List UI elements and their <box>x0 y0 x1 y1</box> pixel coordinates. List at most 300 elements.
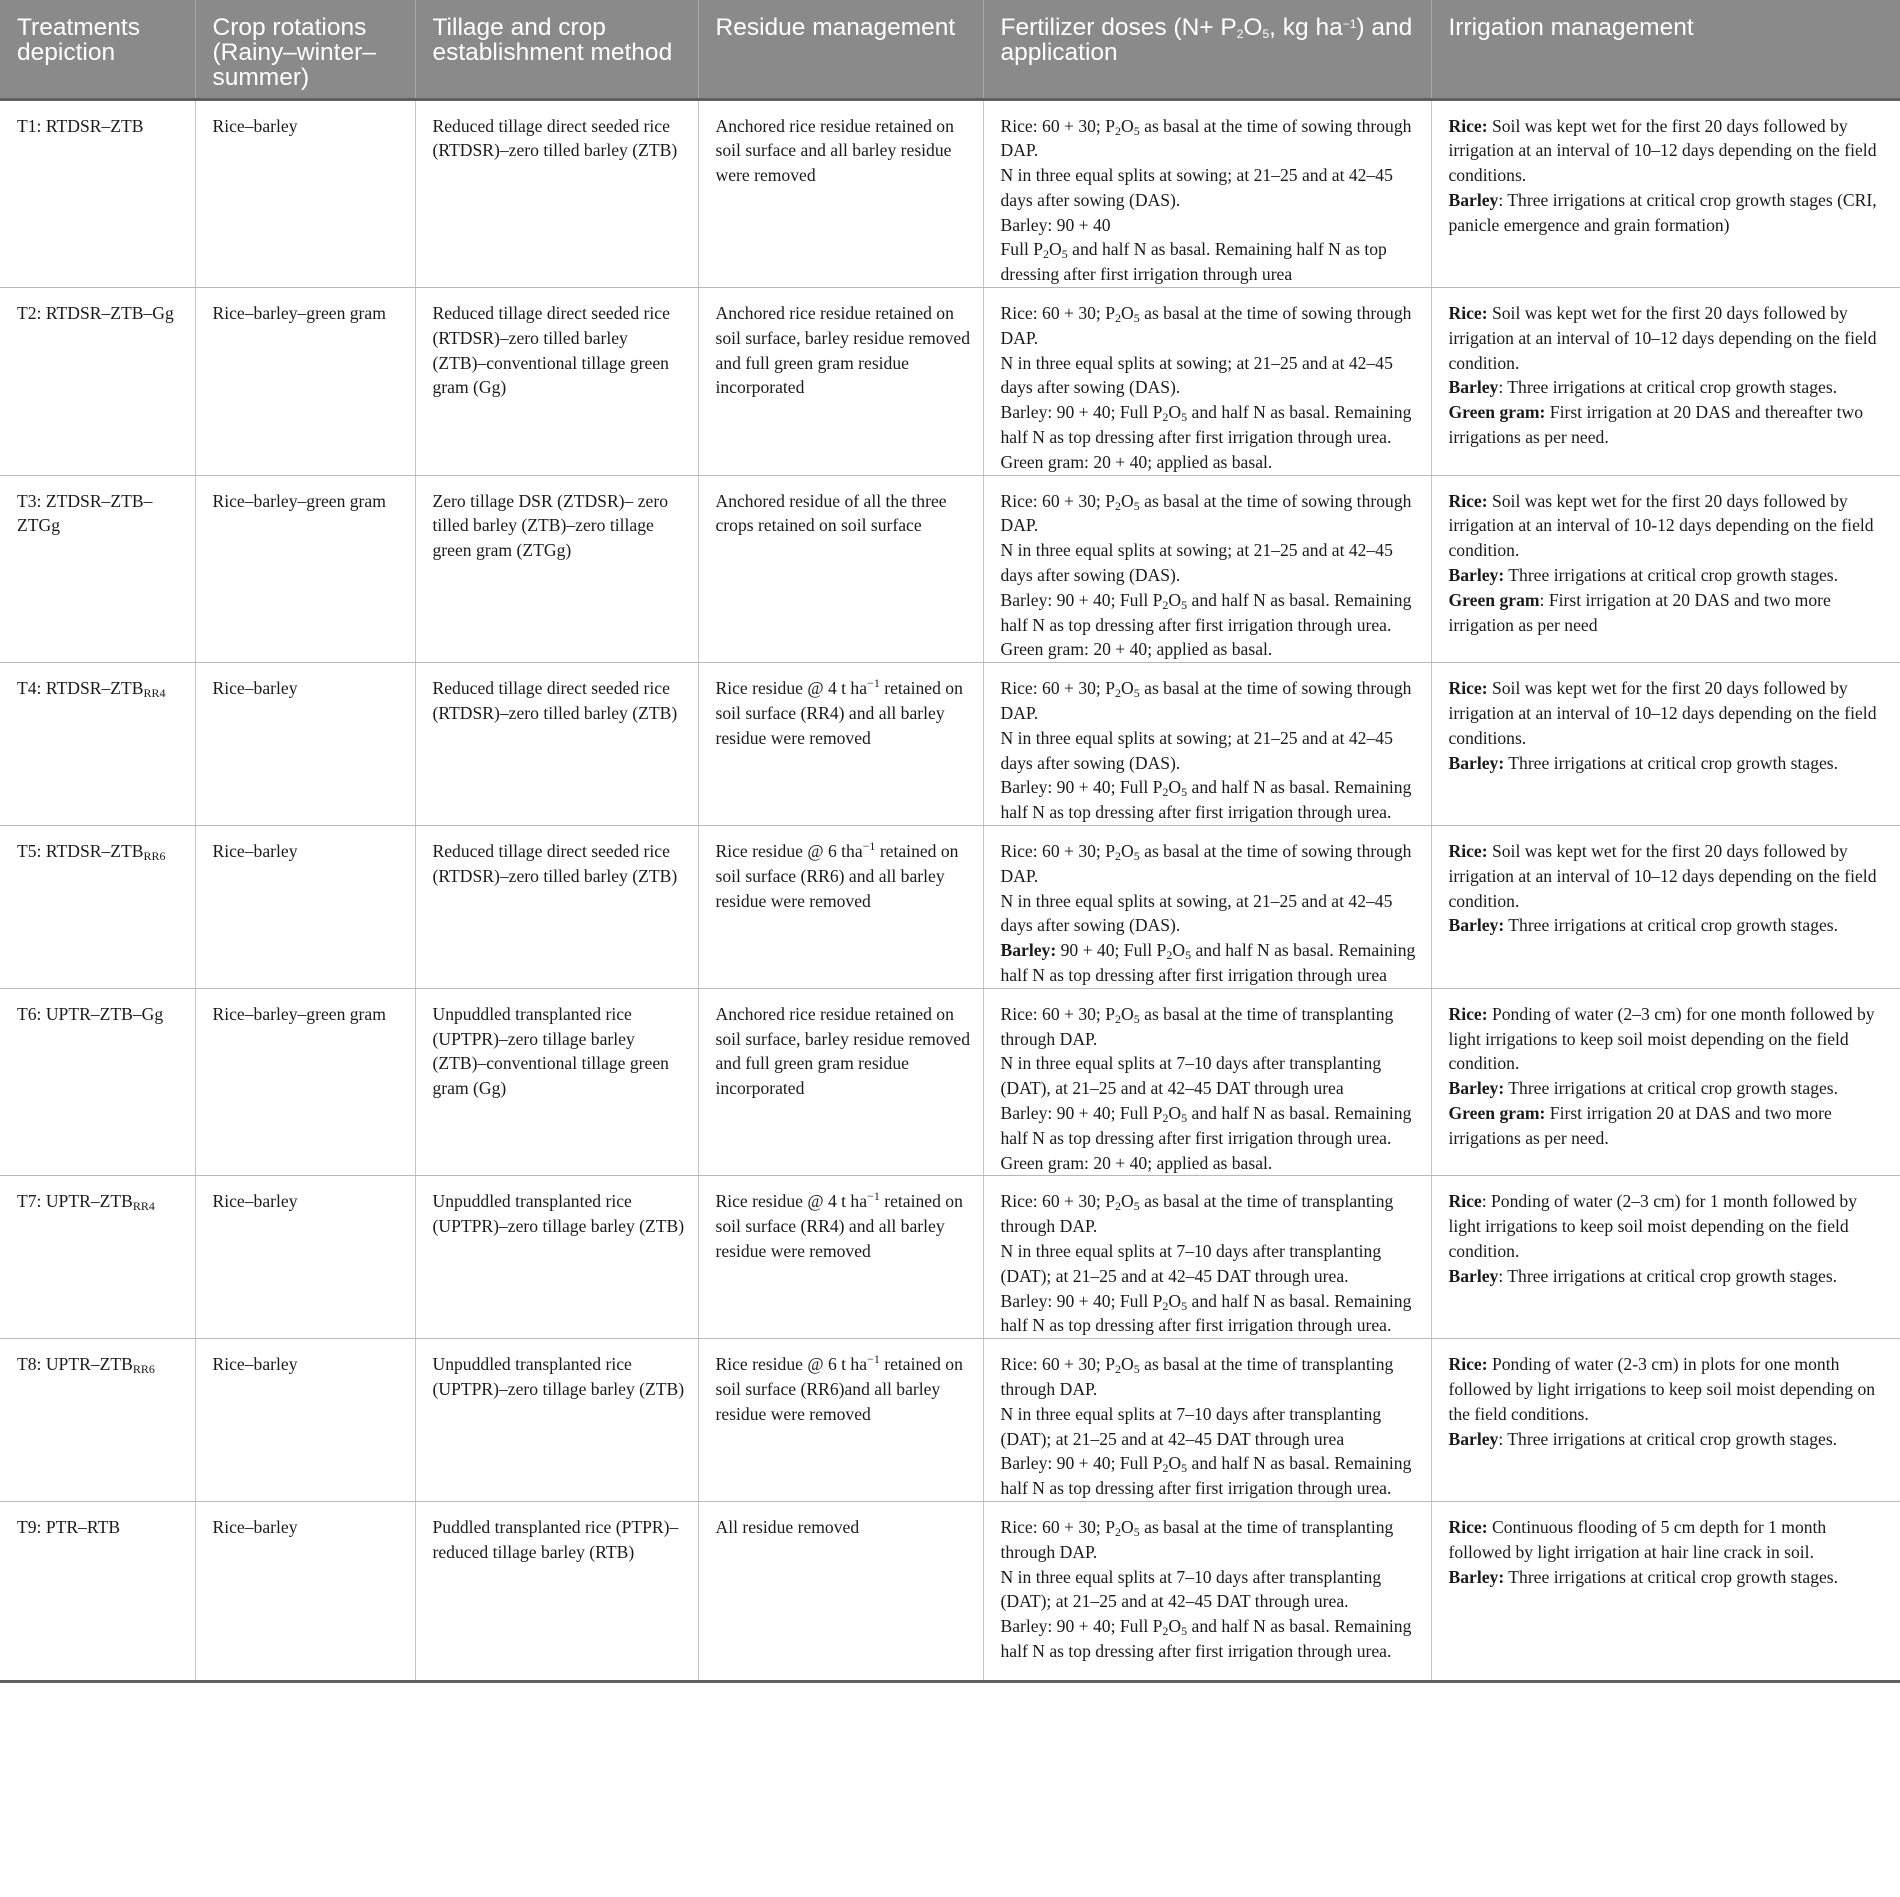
subscript-text: 2 <box>1115 686 1122 701</box>
text-run: Reduced tillage direct seeded rice (RTDSR)–zero tilled barley (ZTB)–conventional tillage green gram (Gg) <box>432 303 670 398</box>
bold-label: Green gram <box>1448 589 1540 610</box>
bold-label: Rice: <box>1448 678 1488 699</box>
text-run: as basal at the time of sowing through DAP. <box>1000 841 1412 886</box>
text-run: retained on soil surface (RR4) and all barley residue were removed <box>715 678 963 748</box>
cell-line <box>1449 751 1889 776</box>
subscript-text: 2 <box>1162 410 1169 425</box>
cell-line <box>716 1189 971 1263</box>
cell-line <box>1449 676 1889 750</box>
cell-line <box>1001 163 1419 213</box>
text-run: Rice–barley–green gram <box>212 490 386 511</box>
bold-label: Barley: <box>1448 752 1505 773</box>
cell-line <box>17 676 183 701</box>
cell-residue <box>698 826 983 989</box>
text-run: : Ponding of water (2–3 cm) for 1 month followed by light irrigations to keep soil moist depending on the field condition. <box>1448 1191 1857 1261</box>
cell-line <box>716 1002 971 1101</box>
cell-tillage <box>415 826 698 989</box>
text-run: as basal at the time of sowing through DAP. <box>1000 490 1412 536</box>
subscript-text: 5 <box>1133 1199 1140 1214</box>
table-header <box>0 0 1900 99</box>
text-run: as basal at the time of transplanting through DAP. <box>1000 1516 1394 1562</box>
cell-fertilizer <box>983 663 1431 826</box>
cell-line <box>1001 775 1419 825</box>
cell-line <box>1001 1051 1419 1101</box>
text-run: Three irrigations at critical crop growth stages. <box>1504 565 1839 586</box>
cell-treatment <box>0 988 195 1176</box>
text-run: as basal at the time of sowing through DAP. <box>1000 303 1412 348</box>
subscript-text: 5 <box>1262 27 1270 41</box>
cell-residue <box>698 1501 983 1681</box>
text-run: and half N as basal. Remaining half N as top dressing after first irrigation through urea. <box>1000 1453 1412 1499</box>
table-row-t4 <box>0 663 1900 826</box>
cell-line <box>433 1352 686 1402</box>
text-run: Three irrigations at critical crop growth stages. <box>1504 1078 1839 1099</box>
cell-line <box>1001 1402 1419 1452</box>
text-run: Unpuddled transplanted rice (UPTPR)–zero tillage barley (ZTB) <box>432 1354 685 1399</box>
superscript-text: −1 <box>867 1352 880 1367</box>
cell-residue <box>698 475 983 663</box>
cell-treatment <box>0 1339 195 1502</box>
text-run: Reduced tillage direct seeded rice (RTDSR)–zero tilled barley (ZTB) <box>432 115 678 161</box>
text-run: O <box>1168 1453 1182 1474</box>
cell-tillage <box>415 475 698 663</box>
cell-line <box>433 1189 686 1239</box>
text-run: O <box>1121 841 1134 862</box>
cell-tillage <box>415 1501 698 1681</box>
text-run: Rice–barley <box>212 841 298 862</box>
text-run: O <box>1121 678 1134 699</box>
text-run: O <box>1168 777 1182 798</box>
text-run: Full P <box>1000 239 1044 260</box>
header-row <box>0 0 1900 99</box>
cell-irrigation <box>1431 826 1900 989</box>
text-run: N in three equal splits at 7–10 days after transplanting (DAT); at 21–25 and at 42–45 DAT through urea <box>1000 1403 1382 1449</box>
text-run: Three irrigations at critical crop growth stages. <box>1504 1566 1839 1587</box>
subscript-text: RR6 <box>132 1362 155 1377</box>
cell-line <box>1001 839 1419 889</box>
text-run: as basal at the time of sowing through DAP. <box>1000 115 1412 161</box>
cell-line <box>1449 188 1889 238</box>
text-run: N in three equal splits at 7–10 days after transplanting (DAT), at 21–25 and at 42–45 DAT through urea <box>1000 1053 1382 1099</box>
text-run: Soil was kept wet for the first 20 days followed by irrigation at an interval of 10–12 days depending on the field conditions. <box>1448 115 1877 186</box>
subscript-text: 5 <box>1133 849 1140 864</box>
text-run: Rice: 60 + 30; P <box>1000 678 1116 699</box>
text-run: as basal at the time of transplanting through DAP. <box>1000 1003 1394 1049</box>
cell-tillage <box>415 1176 698 1339</box>
cell-line <box>17 1002 183 1027</box>
text-run: and half N as basal. Remaining half N as top dressing after first irrigation through urea <box>1000 940 1416 985</box>
bold-label: Rice: <box>1448 490 1488 511</box>
cell-line <box>1449 1352 1889 1426</box>
cell-line <box>433 489 686 563</box>
text-run: Soil was kept wet for the first 20 days followed by irrigation at an interval of 10–12 days depending on the field condition. <box>1448 841 1877 911</box>
subscript-text: 5 <box>1185 948 1192 963</box>
text-run: retained on soil surface (RR6)and all barley residue were removed <box>715 1354 963 1424</box>
text-run: Green gram: 20 + 40; applied as basal. <box>1000 1152 1273 1173</box>
text-run: Three irrigations at critical crop growth stages. <box>1504 915 1839 936</box>
cell-line <box>716 676 971 750</box>
cell-rotation <box>195 1339 415 1502</box>
text-run: Fertilizer doses (N+ P <box>1000 14 1237 41</box>
bold-label: Green gram: <box>1448 402 1546 423</box>
cell-irrigation <box>1431 1501 1900 1681</box>
text-run: N in three equal splits at 7–10 days after transplanting (DAT); at 21–25 and at 42–45 DAT through urea. <box>1000 1566 1382 1612</box>
text-run: Unpuddled transplanted rice (UPTPR)–zero tillage barley (ZTB)–conventional tillage green gram (Gg) <box>432 1003 669 1099</box>
cell-rotation <box>195 475 415 663</box>
cell-treatment <box>0 99 195 288</box>
cell-fertilizer <box>983 99 1431 288</box>
cell-line <box>1449 1565 1889 1590</box>
table-row-t5 <box>0 826 1900 989</box>
cell-line <box>17 839 183 864</box>
cell-fertilizer <box>983 988 1431 1176</box>
text-run: Three irrigations at critical crop growth stages. <box>1504 752 1839 773</box>
cell-residue <box>698 288 983 476</box>
text-run: : Three irrigations at critical crop growth stages (CRI, panicle emergence and grain formation) <box>1448 189 1877 235</box>
cell-line <box>1449 114 1889 188</box>
bold-label: Barley: <box>1448 1078 1505 1099</box>
text-run: Rice: 60 + 30; P <box>1000 490 1116 511</box>
cell-line <box>1449 588 1889 638</box>
subscript-text: 5 <box>1133 1362 1140 1377</box>
subscript-text: RR4 <box>143 686 166 701</box>
column-header-fertilizer <box>983 0 1431 99</box>
subscript-text: 5 <box>1181 410 1188 425</box>
subscript-text: 2 <box>1115 849 1122 864</box>
text-run: Rice residue @ 6 tha <box>715 841 863 862</box>
text-run: Residue management <box>715 14 956 41</box>
text-run: T8: UPTR–ZTB <box>17 1354 133 1375</box>
text-run: Rice: 60 + 30; P <box>1000 303 1116 324</box>
cell-line <box>1449 1076 1889 1101</box>
text-run: O <box>1121 303 1134 324</box>
subscript-text: 2 <box>1162 597 1169 612</box>
cell-line <box>213 489 403 514</box>
text-run: O <box>1121 1354 1134 1375</box>
cell-line <box>1001 114 1419 164</box>
text-run: as basal at the time of transplanting through DAP. <box>1000 1354 1394 1399</box>
text-run: Soil was kept wet for the first 20 days followed by irrigation at an interval of 10–12 days depending on the field conditions. <box>1448 678 1877 748</box>
cell-line <box>1001 213 1419 238</box>
cell-line <box>213 839 403 864</box>
cell-line <box>716 1515 971 1540</box>
text-run: T9: PTR–RTB <box>17 1516 121 1537</box>
cell-line <box>1001 351 1419 401</box>
superscript-text: −1 <box>1342 17 1357 31</box>
cell-line <box>1001 1289 1419 1339</box>
text-run: and half N as basal. Remaining half N as top dressing after first irrigation through urea. <box>1000 1290 1412 1336</box>
cell-line <box>17 1515 183 1540</box>
cell-line <box>1449 913 1889 938</box>
subscript-text: 2 <box>1166 948 1173 963</box>
text-run: O <box>1243 14 1263 41</box>
cell-line <box>213 1189 403 1214</box>
cell-line <box>433 676 686 726</box>
cell-line <box>1001 1002 1419 1052</box>
text-run: Rice: 60 + 30; P <box>1000 1191 1116 1212</box>
cell-line <box>1449 1101 1889 1151</box>
text-run: O <box>1168 402 1182 423</box>
cell-line <box>1449 489 1889 563</box>
text-run: ) and application <box>1000 14 1413 66</box>
bold-label: Green gram: <box>1448 1102 1546 1123</box>
cell-tillage <box>415 1339 698 1502</box>
text-run: Rice: 60 + 30; P <box>1000 1516 1116 1537</box>
subscript-text: 5 <box>1181 1624 1188 1639</box>
text-run: retained on soil surface (RR4) and all barley residue were removed <box>715 1191 963 1261</box>
subscript-text: 5 <box>1181 785 1188 800</box>
text-run: Rice–barley–green gram <box>212 1003 386 1024</box>
cell-irrigation <box>1431 288 1900 476</box>
text-run: Rice residue @ 4 t ha <box>715 1191 868 1212</box>
cell-line <box>213 1002 403 1027</box>
cell-line <box>1001 538 1419 588</box>
text-run: T2: RTDSR–ZTB–Gg <box>17 303 174 324</box>
cell-treatment <box>0 475 195 663</box>
cell-line <box>716 301 971 400</box>
subscript-text: RR4 <box>132 1199 155 1214</box>
bold-label: Barley: <box>1448 1566 1505 1587</box>
bold-label: Barley: <box>1000 940 1057 961</box>
text-run: T3: ZTDSR–ZTB–ZTGg <box>17 490 153 536</box>
text-run: and half N as basal. Remaining half N as top dressing after first irrigation through urea. <box>1000 1102 1412 1148</box>
text-run: T4: RTDSR–ZTB <box>17 678 144 699</box>
text-run: Soil was kept wet for the first 20 days followed by irrigation at an interval of 10–12 days depending on the field condition. <box>1448 303 1877 373</box>
cell-tillage <box>415 288 698 476</box>
text-run: O <box>1168 1290 1182 1311</box>
cell-irrigation <box>1431 1339 1900 1502</box>
subscript-text: 2 <box>1162 785 1169 800</box>
subscript-text: 2 <box>1115 123 1122 138</box>
cell-rotation <box>195 988 415 1176</box>
bold-label: Rice: <box>1448 1003 1488 1024</box>
cell-line <box>213 676 403 701</box>
bold-label: Barley <box>1448 189 1499 210</box>
cell-line <box>1449 375 1889 400</box>
text-run: Anchored residue of all the three crops retained on soil surface <box>715 490 947 536</box>
text-run: Barley: 90 + 40; Full P <box>1000 1616 1163 1637</box>
subscript-text: 2 <box>1236 27 1244 41</box>
cell-line <box>1001 1189 1419 1239</box>
text-run: N in three equal splits at 7–10 days after transplanting (DAT); at 21–25 and at 42–45 DAT through urea. <box>1000 1240 1382 1286</box>
cell-line <box>1001 889 1419 939</box>
text-run: Zero tillage DSR (ZTDSR)– zero tilled barley (ZTB)–zero tillage green gram (ZTGg) <box>432 490 669 561</box>
cell-tillage <box>415 663 698 826</box>
cell-irrigation <box>1431 988 1900 1176</box>
cell-line <box>1001 1451 1419 1501</box>
text-run: N in three equal splits at sowing, at 21–25 and at 42–45 days after sowing (DAS). <box>1000 890 1393 936</box>
text-run: Green gram: 20 + 40; applied as basal. <box>1000 639 1273 660</box>
subscript-text: 5 <box>1133 686 1140 701</box>
text-run: Rice residue @ 6 t ha <box>715 1354 868 1375</box>
cell-line <box>1001 726 1419 776</box>
cell-irrigation <box>1431 475 1900 663</box>
text-run: Rice–barley <box>212 1516 298 1537</box>
text-run: O <box>1121 1516 1134 1537</box>
cell-line <box>1449 1002 1889 1076</box>
cell-line <box>1449 301 1889 375</box>
text-run: T6: UPTR–ZTB–Gg <box>17 1003 164 1024</box>
table-row-t8 <box>0 1339 1900 1502</box>
cell-fertilizer <box>983 475 1431 663</box>
text-run: Irrigation management <box>1448 14 1694 41</box>
cell-line <box>433 839 686 889</box>
text-run: O <box>1121 115 1134 136</box>
text-run: O <box>1049 239 1062 260</box>
cell-line <box>433 301 686 400</box>
subscript-text: 5 <box>1133 1524 1140 1539</box>
cell-line <box>1001 1239 1419 1289</box>
cell-treatment <box>0 1501 195 1681</box>
text-run: O <box>1168 589 1182 610</box>
cell-fertilizer <box>983 1176 1431 1339</box>
cell-line <box>17 114 183 139</box>
subscript-text: 5 <box>1181 1461 1188 1476</box>
text-run: Crop rotations (Rainy–winter–summer) <box>212 14 376 91</box>
text-run: N in three equal splits at sowing; at 21–25 and at 42–45 days after sowing (DAS). <box>1000 540 1393 586</box>
cell-irrigation <box>1431 99 1900 288</box>
cell-residue <box>698 988 983 1176</box>
cell-line <box>17 1189 183 1214</box>
subscript-text: 2 <box>1162 1298 1169 1313</box>
text-run: 90 + 40; Full P <box>1056 940 1167 961</box>
cell-line <box>1001 489 1419 539</box>
cell-fertilizer <box>983 1501 1431 1681</box>
cell-line <box>716 114 971 188</box>
cell-line <box>17 301 183 326</box>
text-run: Rice–barley <box>212 1191 298 1212</box>
bold-label: Rice: <box>1448 841 1488 862</box>
text-run: First irrigation 20 at DAS and two more irrigations as per need. <box>1448 1102 1832 1148</box>
text-run: : Three irrigations at critical crop growth stages. <box>1498 377 1838 398</box>
subscript-text: 2 <box>1115 1524 1122 1539</box>
subscript-text: 5 <box>1181 1298 1188 1313</box>
cell-line <box>1001 588 1419 638</box>
table-row-t3 <box>0 475 1900 663</box>
text-run: Green gram: 20 + 40; applied as basal. <box>1000 451 1273 472</box>
cell-line <box>716 489 971 539</box>
bold-label: Rice: <box>1448 303 1488 324</box>
bold-label: Rice: <box>1448 1516 1488 1537</box>
text-run: O <box>1121 1191 1134 1212</box>
text-run: O <box>1172 940 1186 961</box>
text-run: : Three irrigations at critical crop growth stages. <box>1498 1265 1838 1286</box>
subscript-text: 2 <box>1115 1199 1122 1214</box>
bold-label: Barley: <box>1448 565 1505 586</box>
bold-label: Rice: <box>1448 115 1488 136</box>
cell-fertilizer <box>983 1339 1431 1502</box>
cell-line <box>433 1515 686 1565</box>
text-run: N in three equal splits at sowing; at 21–25 and at 42–45 days after sowing (DAS). <box>1000 165 1393 210</box>
cell-residue <box>698 1339 983 1502</box>
cell-line <box>1001 1614 1419 1664</box>
cell-rotation <box>195 663 415 826</box>
cell-tillage <box>415 99 698 288</box>
subscript-text: 5 <box>1061 247 1068 262</box>
text-run: T7: UPTR–ZTB <box>17 1191 133 1212</box>
text-run: Tillage and crop establishment method <box>432 14 673 66</box>
superscript-text: −1 <box>867 1189 880 1204</box>
subscript-text: 2 <box>1162 1110 1169 1125</box>
column-header-treatment <box>0 0 195 99</box>
table-row-t2 <box>0 288 1900 476</box>
subscript-text: 2 <box>1115 1011 1122 1026</box>
cell-irrigation <box>1431 1176 1900 1339</box>
text-run: and half N as basal. Remaining half N as top dressing after first irrigation through urea. <box>1000 1616 1412 1661</box>
cell-line <box>433 1002 686 1101</box>
subscript-text: 5 <box>1133 1011 1140 1026</box>
text-run: Reduced tillage direct seeded rice (RTDSR)–zero tilled barley (ZTB) <box>432 841 678 886</box>
subscript-text: 5 <box>1181 597 1188 612</box>
subscript-text: 2 <box>1115 1362 1122 1377</box>
text-run: O <box>1168 1102 1182 1123</box>
subscript-text: RR6 <box>143 849 166 864</box>
bold-label: Barley <box>1448 1428 1499 1449</box>
cell-line <box>1449 1515 1889 1565</box>
cell-line <box>213 1515 403 1540</box>
cell-rotation <box>195 99 415 288</box>
bold-label: Barley <box>1448 1265 1499 1286</box>
text-run: Rice: 60 + 30; P <box>1000 841 1116 862</box>
cell-fertilizer <box>983 288 1431 476</box>
text-run: T1: RTDSR–ZTB <box>17 115 144 136</box>
column-header-irrigation <box>1431 0 1900 99</box>
text-run: Barley: 90 + 40; Full P <box>1000 777 1163 798</box>
text-run: , kg ha <box>1269 14 1343 41</box>
cell-fertilizer <box>983 826 1431 989</box>
text-run: Anchored rice residue retained on soil surface and all barley residue were removed <box>715 115 954 186</box>
text-run: Anchored rice residue retained on soil surface, barley residue removed and full green gram residue incorporated <box>715 1003 971 1099</box>
text-run: Ponding of water (2-3 cm) in plots for one month followed by light irrigations to keep soil moist depending on the field conditions. <box>1448 1354 1876 1424</box>
text-run: Continuous flooding of 5 cm depth for 1 month followed by light irrigation at hair line crack in soil. <box>1448 1516 1827 1562</box>
subscript-text: 2 <box>1162 1461 1169 1476</box>
cell-line <box>1001 938 1419 988</box>
cell-line <box>17 489 183 539</box>
text-run: Puddled transplanted rice (PTPR)–reduced tillage barley (RTB) <box>432 1516 679 1562</box>
cell-line <box>1449 563 1889 588</box>
table-row-t1 <box>0 99 1900 288</box>
subscript-text: 2 <box>1115 311 1122 326</box>
text-run: retained on soil surface (RR6) and all barley residue were removed <box>715 841 959 911</box>
text-run: Ponding of water (2–3 cm) for one month followed by light irrigations to keep soil moist depending on the field condition. <box>1448 1003 1875 1074</box>
text-run: Barley: 90 + 40; Full P <box>1000 402 1163 423</box>
text-run: T5: RTDSR–ZTB <box>17 841 144 862</box>
text-run: Rice–barley–green gram <box>212 303 386 324</box>
text-run: O <box>1168 1616 1182 1637</box>
cell-line <box>1001 237 1419 287</box>
cell-tillage <box>415 988 698 1176</box>
superscript-text: −1 <box>862 839 876 854</box>
cell-line <box>433 114 686 164</box>
bold-label: Rice <box>1448 1191 1482 1212</box>
text-run: as basal at the time of transplanting through DAP. <box>1000 1191 1394 1237</box>
table-row-t7 <box>0 1176 1900 1339</box>
cell-treatment <box>0 663 195 826</box>
cell-line <box>1001 1151 1419 1176</box>
cell-treatment <box>0 288 195 476</box>
text-run: N in three equal splits at sowing; at 21–25 and at 42–45 days after sowing (DAS). <box>1000 352 1393 398</box>
subscript-text: 5 <box>1133 498 1140 513</box>
text-run: Rice–barley <box>212 678 298 699</box>
cell-line <box>1001 1101 1419 1151</box>
text-run: Rice–barley <box>212 115 298 136</box>
text-run: : First irrigation at 20 DAS and two more irrigation as per need <box>1448 589 1831 635</box>
text-run: Barley: 90 + 40; Full P <box>1000 1453 1163 1474</box>
cell-line <box>1449 839 1889 913</box>
column-header-residue <box>698 0 983 99</box>
cell-line <box>1449 400 1889 450</box>
text-run: as basal at the time of sowing through DAP. <box>1000 678 1412 724</box>
